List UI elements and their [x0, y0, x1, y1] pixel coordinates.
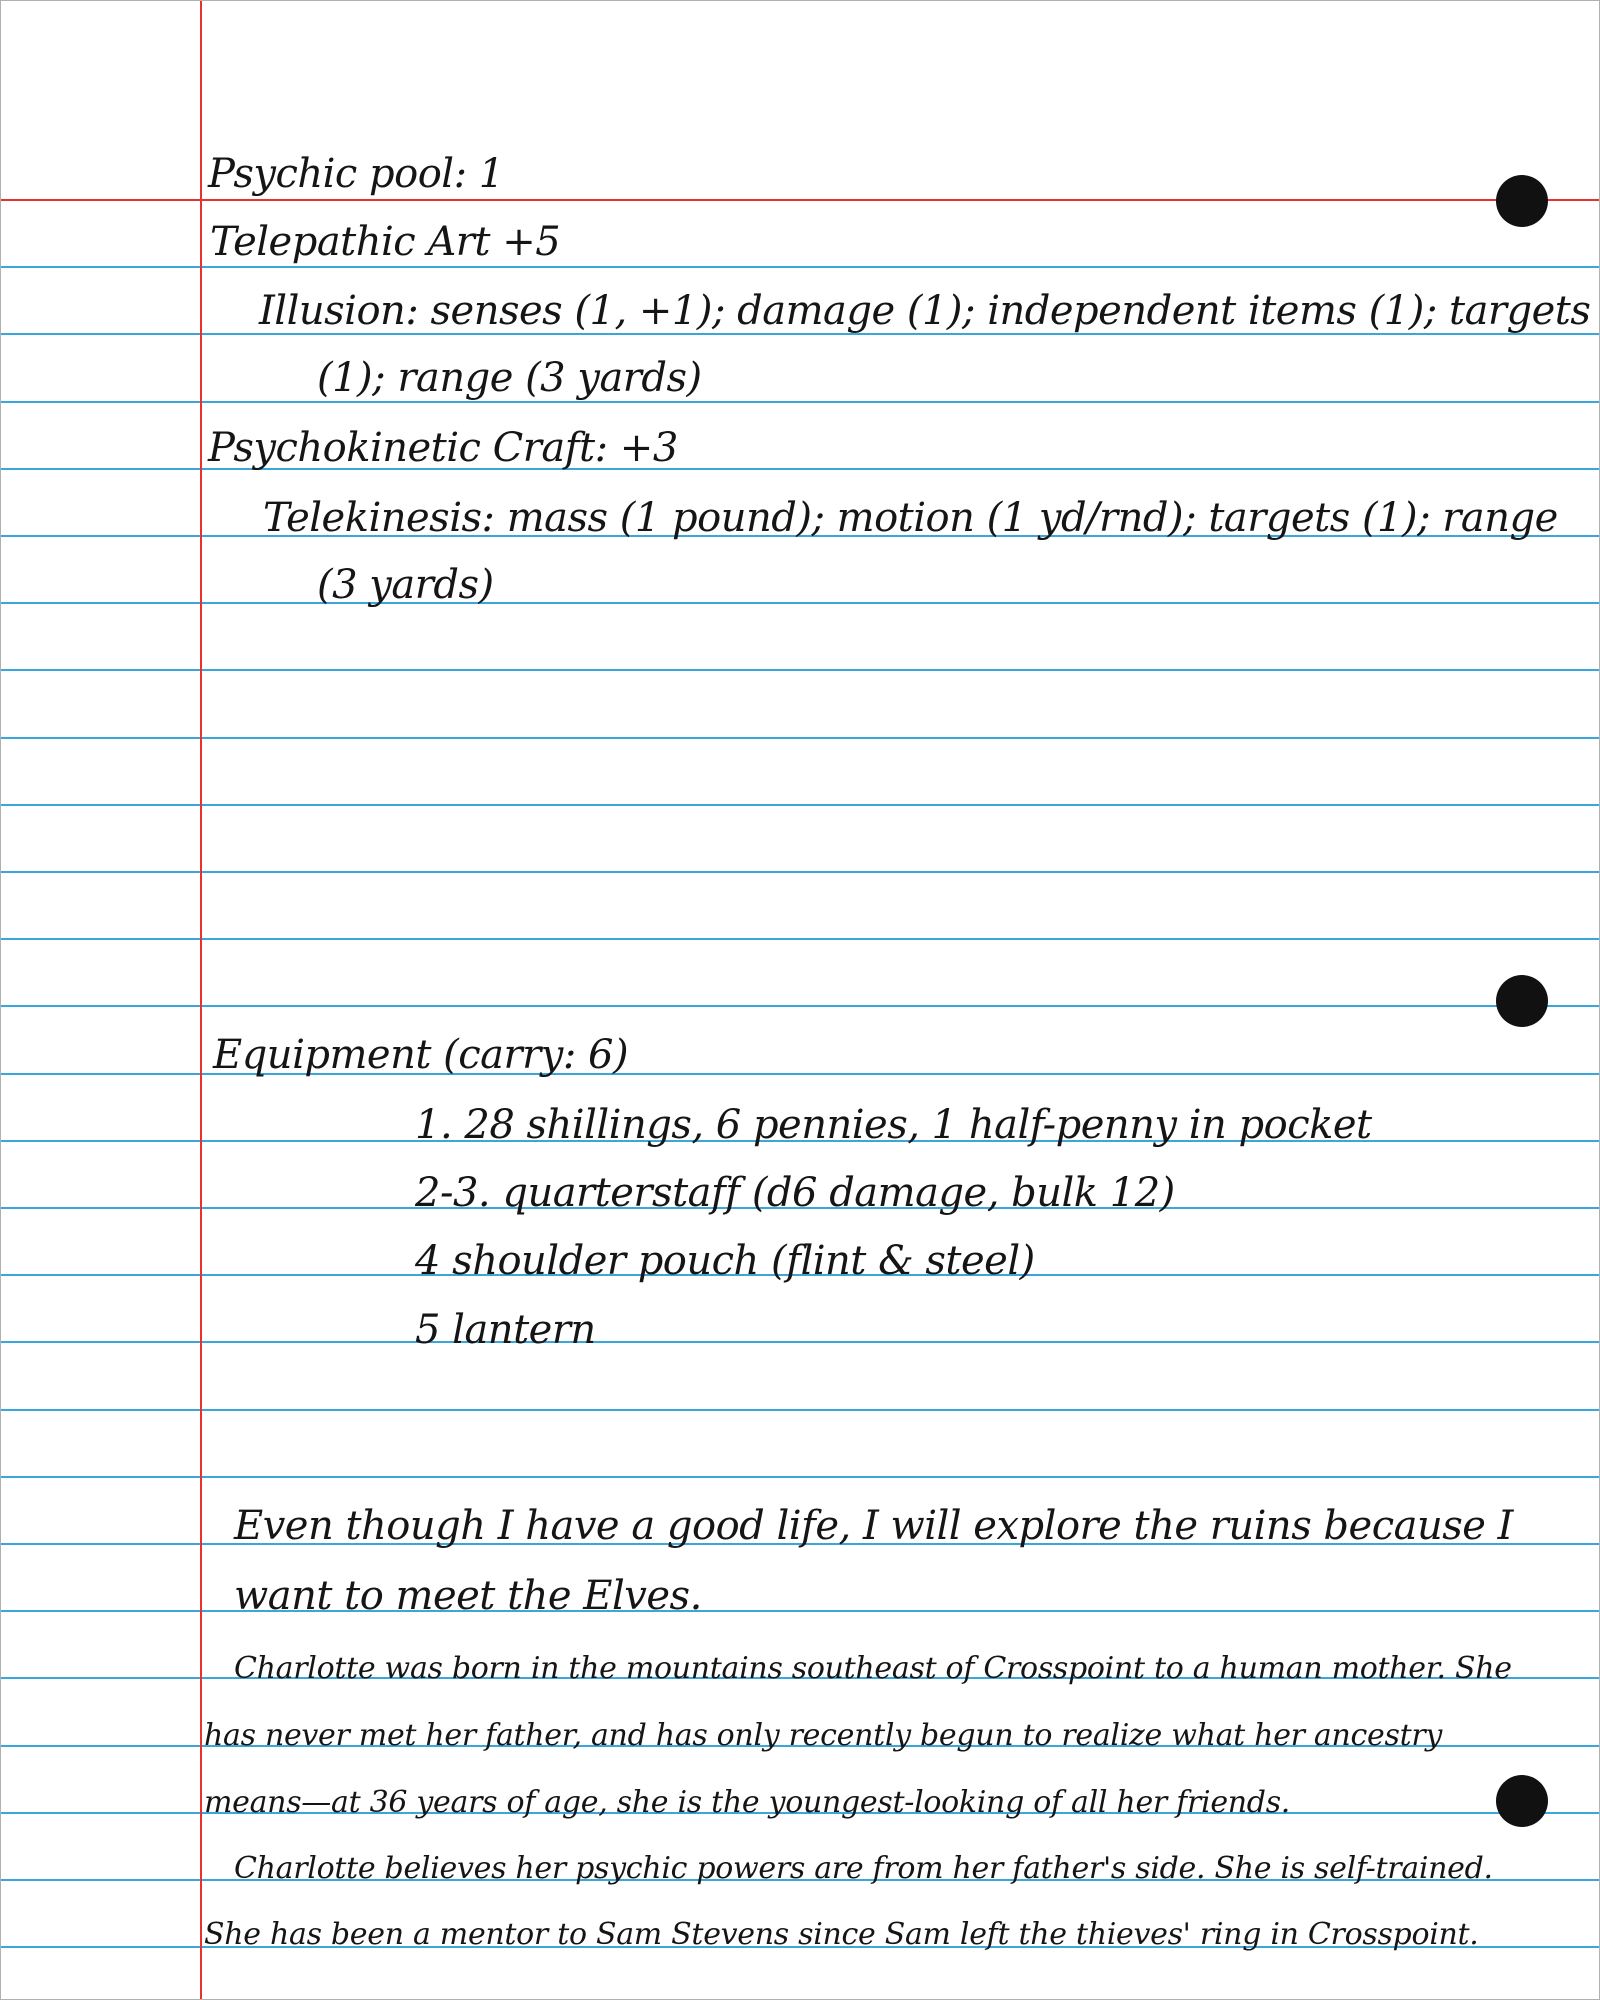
backstory-line: Charlotte believes her psychic powers are from her father's side. She is self-trained.: [234, 1851, 1493, 1886]
rule-line: [1, 1476, 1600, 1478]
telekinesis-line-2: (3 yards): [317, 562, 494, 608]
rule-line: [1, 804, 1600, 806]
telekinesis-line-1: Telekinesis: mass (1 pound); motion (1 yd/rnd); targets (1); range: [263, 495, 1558, 541]
backstory-line: means—at 36 years of age, she is the youngest-looking of all her friends.: [204, 1785, 1291, 1820]
illusion-line-2: (1); range (3 yards): [317, 355, 702, 401]
punch-hole-middle: [1496, 975, 1548, 1027]
margin-line: [200, 1, 202, 2000]
rule-line: [1, 1341, 1600, 1343]
equipment-item: 2-3. quarterstaff (d6 damage, bulk 12): [415, 1170, 1175, 1216]
illusion-line-1: Illusion: senses (1, +1); damage (1); independent items (1); targets: [259, 288, 1591, 334]
equipment-heading: Equipment (carry: 6): [213, 1032, 629, 1078]
backstory-line: Charlotte was born in the mountains southeast of Crosspoint to a human mother. She: [234, 1651, 1512, 1686]
equipment-item: 4 shoulder pouch (flint & steel): [415, 1238, 1035, 1284]
motivation-line-1: Even though I have a good life, I will explore the ruins because I: [234, 1503, 1513, 1549]
punch-hole-bottom: [1496, 1775, 1548, 1827]
backstory-line: She has been a mentor to Sam Stevens since Sam left the thieves' ring in Crosspoint.: [204, 1917, 1479, 1952]
rule-line: [1, 1005, 1600, 1007]
rule-line: [1, 669, 1600, 671]
equipment-item: 1. 28 shillings, 6 pennies, 1 half-penny in pocket: [415, 1102, 1372, 1148]
equipment-item: 5 lantern: [415, 1307, 596, 1353]
header-rule-line: [1, 199, 1600, 201]
backstory-line: has never met her father, and has only recently begun to realize what her ancestry: [204, 1718, 1443, 1753]
rule-line: [1, 938, 1600, 940]
rule-line: [1, 266, 1600, 268]
rule-line: [1, 871, 1600, 873]
motivation-line-2: want to meet the Elves.: [234, 1573, 702, 1619]
telepathic-art: Telepathic Art +5: [210, 219, 561, 265]
psychic-pool: Psychic pool: 1: [208, 151, 504, 197]
rule-line: [1, 737, 1600, 739]
rule-line: [1, 1409, 1600, 1411]
rule-line: [1, 401, 1600, 403]
punch-hole-top: [1496, 175, 1548, 227]
rule-line: [1, 602, 1600, 604]
psychokinetic-craft: Psychokinetic Craft: +3: [208, 425, 678, 471]
